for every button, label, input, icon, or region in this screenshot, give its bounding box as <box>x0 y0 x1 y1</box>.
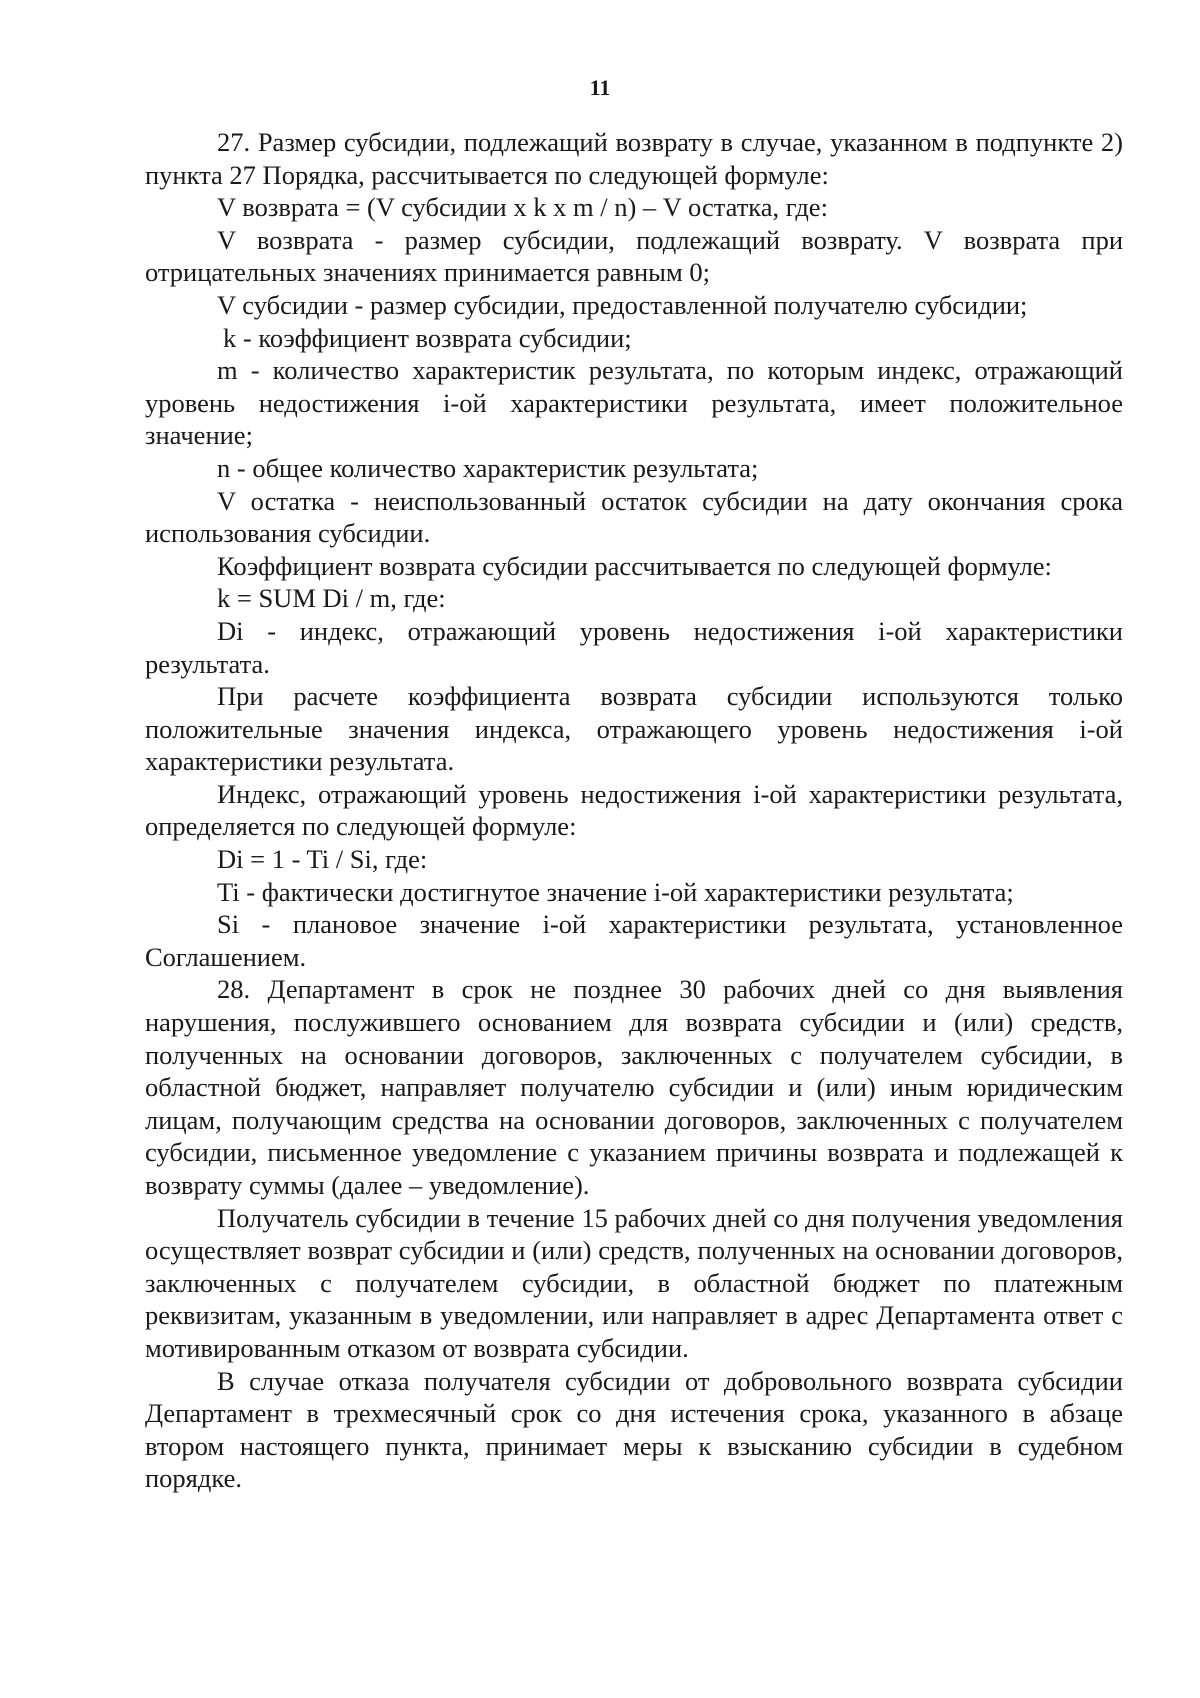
definition-si: Si - плановое значение i-ой характеристики результата, установленное Соглашением. <box>145 909 1123 972</box>
definition-m: m - количество характеристик результата, по которым индекс, отражающий уровень недостижения i-ой характеристики результата, имеет положительное значение; <box>145 355 1123 451</box>
definition-v-remainder: V остатка - неиспользованный остаток субсидии на дату окончания срока использования субсидии. <box>145 485 1123 549</box>
definition-v-subsidy: V субсидии - размер субсидии, предоставленной получателю субсидии; <box>217 289 1028 320</box>
page-number: 11 <box>589 75 611 100</box>
recipient-return-paragraph: Получатель субсидии в течение 15 рабочих дней со дня получения уведомления осуществляет возврат субсидии и (или) средств, полученных на основании договоров, заключенных с получателем субсидии, в областной бюджет по платежным реквизитам, указанным в уведомлении, или направляет в адрес Департамента ответ с мотивированным отказом от возврата субсидии. <box>145 1202 1123 1363</box>
paragraph-28: 28. Департамент в срок не позднее 30 рабочих дней со дня выявления нарушения, послужившего основанием для возврата субсидии и (или) средств, полученных на основании договоров, заключенных с получателем субсидии, в областной бюджет, направляет получателю субсидии и (или) иным юридическим лицам, получающим средства на основании договоров, заключенных с получателем субсидии, письменное уведомление с указанием причины возврата и подлежащей к возврату суммы (далее – уведомление). <box>145 974 1123 1200</box>
refusal-paragraph: В случае отказа получателя субсидии от добровольного возврата субсидии Департамент в трехмесячный срок со дня истечения срока, указанного в абзаце втором настоящего пункта, принимает меры к взысканию субсидии в судебном порядке. <box>145 1365 1123 1494</box>
definition-v-return: V возврата - размер субсидии, подлежащий возврату. V возврата при отрицательных значениях принимается равным 0; <box>145 224 1123 288</box>
coefficient-intro: Коэффициент возврата субсидии рассчитывается по следующей формуле: <box>217 550 1052 581</box>
definition-di: Di - индекс, отражающий уровень недостижения i-ой характеристики результата. <box>145 615 1123 679</box>
formula-v-return: V возврата = (V субсидии x k x m / n) – V остатка, где: <box>217 192 828 223</box>
formula-di: Di = 1 - Ti / Si, где: <box>217 844 428 875</box>
definition-ti: Ti - фактически достигнутое значение i-ой характеристики результата; <box>217 876 1014 907</box>
index-intro: Индекс, отражающий уровень недостижения i-ой характеристики результата, определяется по следующей формуле: <box>145 778 1123 842</box>
positive-values-note: При расчете коэффициента возврата субсидии используются только положительные значения индекса, отражающего уровень недостижения i-ой характеристики результата. <box>145 681 1123 777</box>
document-body <box>145 126 1123 1495</box>
formula-k: k = SUM Di / m, где: <box>217 583 446 614</box>
definition-k: k - коэффициент возврата субсидии; <box>223 322 632 353</box>
paragraph-27-intro: 27. Размер субсидии, подлежащий возврату в случае, указанном в подпункте 2) пункта 27 Порядка, рассчитывается по следующей формуле: <box>145 127 1123 190</box>
definition-n: n - общее количество характеристик результата; <box>217 452 759 483</box>
